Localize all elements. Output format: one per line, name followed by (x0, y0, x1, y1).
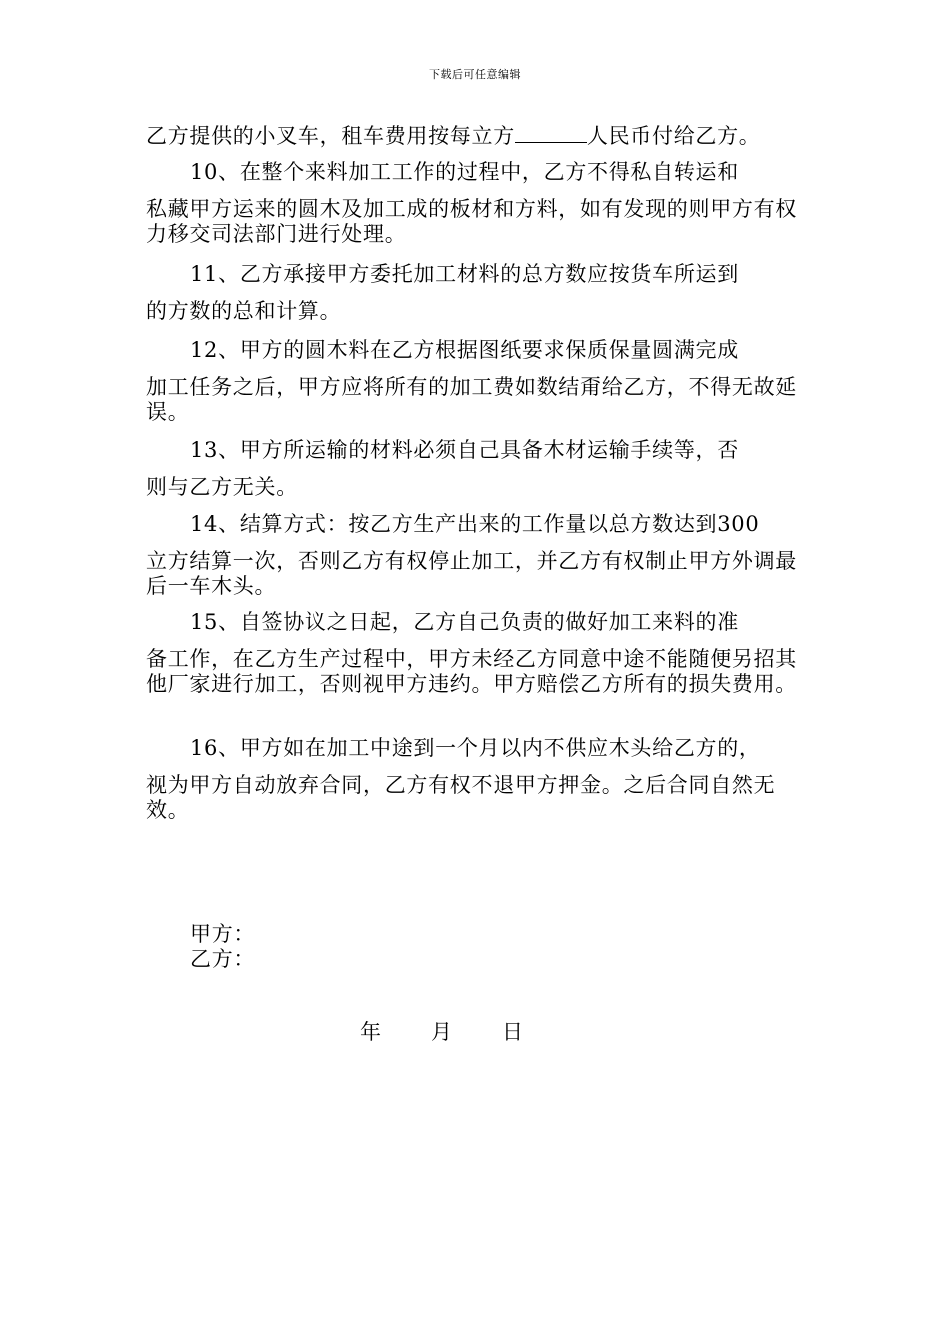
clause-10 (146, 160, 816, 247)
continuation-text-after: 人民币付给乙方。 (586, 124, 761, 148)
clause-rest: 加工任务之后，甲方应将所有的加工费如数结甭给乙方，不得无故延误。 (146, 375, 797, 424)
clause-rest: 的方数的总和计算。 (146, 299, 342, 323)
clause-first-line: 14、结算方式：按乙方生产出来的工作量以总方数达到300 (190, 512, 760, 536)
clause-first-line: 16、甲方如在加工中途到一个月以内不供应木头给乙方的， (190, 736, 761, 760)
signing-date (360, 1020, 523, 1045)
clause-rest: 则与乙方无关。 (146, 475, 298, 499)
clause-16 (146, 736, 816, 823)
clause-rest: 视为甲方自动放弃合同，乙方有权不退甲方押金。之后合同自然无效。 (146, 773, 776, 822)
clause-rest: 立方结算一次，否则乙方有权停止加工，并乙方有权制止甲方外调最后一车木头。 (146, 549, 797, 598)
clause-13 (146, 438, 816, 500)
clause-first-line: 11、乙方承接甲方委托加工材料的总方数应按货车所运到 (190, 262, 739, 286)
date-day-label: 日 (502, 1020, 523, 1044)
fill-in-blank (515, 124, 587, 143)
party-b-signature-label: 乙方： (190, 947, 256, 971)
clause-first-line: 12、甲方的圆木料在乙方根据图纸要求保质保量圆满完成 (190, 338, 739, 362)
clause-12 (146, 338, 816, 425)
date-year-label: 年 (360, 1020, 381, 1044)
continuation-text-before: 乙方提供的小叉车，租车费用按每立方 (146, 124, 515, 148)
continuation-line (146, 124, 816, 149)
clause-first-line: 13、甲方所运输的材料必须自己具备木材运输手续等，否 (190, 438, 739, 462)
clause-14 (146, 512, 816, 599)
clause-11 (146, 262, 816, 324)
page-header: 下载后可任意编辑 (429, 68, 521, 81)
clause-first-line: 15、自签协议之日起，乙方自己负责的做好加工来料的准 (190, 610, 739, 634)
party-a-signature-label: 甲方： (190, 922, 256, 946)
clause-rest: 私藏甲方运来的圆木及加工成的板材和方料，如有发现的则甲方有权力移交司法部门进行处理。 (146, 197, 797, 246)
clause-rest: 备工作，在乙方生产过程中，甲方未经乙方同意中途不能随便另招其他厂家进行加工，否则视甲方违约。甲方赔偿乙方所有的损失费用。 (146, 647, 797, 696)
clause-15 (146, 610, 816, 697)
clause-first-line: 10、在整个来料加工工作的过程中，乙方不得私自转运和 (190, 160, 739, 184)
date-month-label: 月 (431, 1020, 452, 1044)
